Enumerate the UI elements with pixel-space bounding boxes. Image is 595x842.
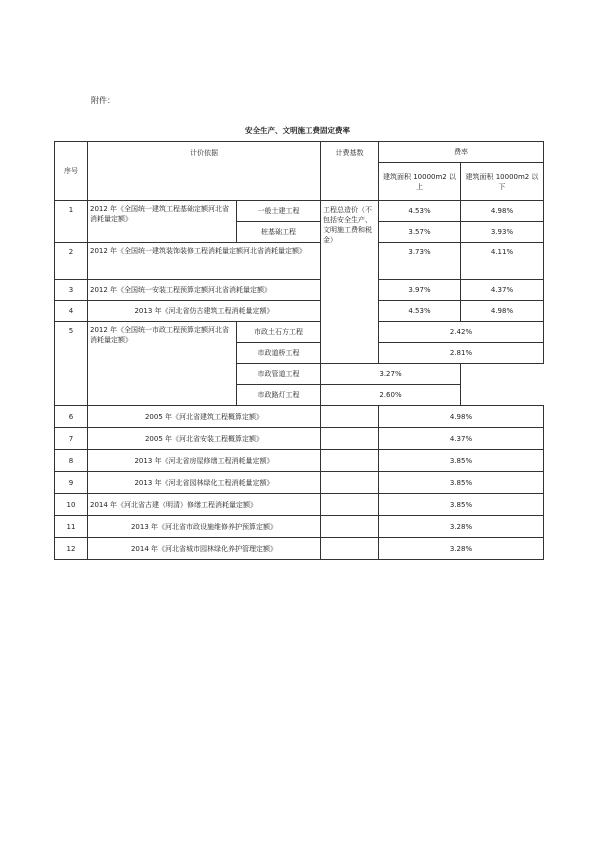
row-rate-below: 4.11% [461, 243, 544, 280]
row-seq: 10 [55, 494, 88, 516]
row-basis: 2005 年《河北省安装工程概算定额》 [88, 428, 321, 450]
table-row [55, 450, 544, 472]
row-rate: 3.28% [379, 538, 544, 560]
header-basis: 计价依据 [88, 142, 321, 201]
row-rate-above: 4.53% [379, 201, 461, 222]
row-rate: 3.85% [379, 494, 544, 516]
row-seq: 11 [55, 516, 88, 538]
table-title: 安全生产、文明施工费固定费率 [245, 126, 350, 135]
header-rate: 费率 [379, 142, 544, 163]
row-basis: 2013 年《河北省园林绿化工程消耗量定额》 [88, 472, 321, 494]
row-calc-base-empty [321, 494, 379, 516]
header-rate-below: 建筑面积 10000m2 以下 [461, 163, 544, 201]
row-subitem: 市政道桥工程 [237, 343, 321, 364]
row-subitem: 市政管道工程 [237, 364, 321, 385]
row-subitem: 市政路灯工程 [237, 385, 321, 406]
row-basis: 2005 年《河北省建筑工程概算定额》 [88, 406, 321, 428]
row-seq: 5 [55, 322, 88, 406]
table-row [55, 538, 544, 560]
table-row [55, 301, 544, 322]
row-rate: 3.85% [379, 472, 544, 494]
table-row [55, 243, 544, 280]
table-header-row [55, 142, 544, 163]
row-subitem: 桩基础工程 [237, 222, 321, 243]
table-row [55, 406, 544, 428]
row-calc-base-empty [321, 428, 379, 450]
row-rate-above: 3.73% [379, 243, 461, 280]
row-rate: 3.28% [379, 516, 544, 538]
row-basis: 2013 年《河北省仿古建筑工程消耗量定额》 [88, 301, 321, 322]
row-basis: 2012 年《全国统一安装工程预算定额河北省消耗量定额》 [88, 280, 321, 301]
row-seq: 12 [55, 538, 88, 560]
row-seq: 2 [55, 243, 88, 280]
table-row [55, 201, 544, 222]
row-basis: 2012 年《全国统一市政工程预算定额河北省消耗量定额》 [88, 322, 237, 406]
row-rate: 2.81% [379, 343, 544, 364]
row-subitem: 市政土石方工程 [237, 322, 321, 343]
row-basis: 2012 年《全国统一建筑工程基础定额河北省消耗量定额》 [88, 201, 237, 243]
header-seq: 序号 [55, 142, 88, 201]
calc-base-cell: 工程总造价（不包括安全生产、文明施工费和税金） [321, 201, 379, 364]
row-rate: 4.37% [379, 428, 544, 450]
row-calc-base-empty [321, 406, 379, 428]
row-basis: 2014 年《河北省城市园林绿化养护管理定额》 [88, 538, 321, 560]
table-row [55, 516, 544, 538]
row-seq: 1 [55, 201, 88, 243]
row-rate-above: 3.57% [379, 222, 461, 243]
row-rate-below: 4.98% [461, 301, 544, 322]
row-subitem: 一般土建工程 [237, 201, 321, 222]
row-seq: 9 [55, 472, 88, 494]
table-row [55, 280, 544, 301]
table-row [55, 494, 544, 516]
table-row [55, 322, 544, 343]
row-basis: 2013 年《河北省房屋修缮工程消耗量定额》 [88, 450, 321, 472]
row-basis: 2012 年《全国统一建筑装饰装修工程消耗量定额河北省消耗量定额》 [88, 243, 321, 280]
row-calc-base-empty [321, 516, 379, 538]
row-rate: 2.60% [321, 385, 461, 406]
row-rate-below: 3.93% [461, 222, 544, 243]
header-rate-above: 建筑面积 10000m2 以上 [379, 163, 461, 201]
row-rate: 3.27% [321, 364, 461, 385]
rate-table [54, 141, 544, 560]
row-rate-above: 4.53% [379, 301, 461, 322]
row-rate-below: 4.98% [461, 201, 544, 222]
row-calc-base-empty [321, 472, 379, 494]
row-seq: 3 [55, 280, 88, 301]
row-rate-above: 3.97% [379, 280, 461, 301]
row-calc-base-empty [321, 450, 379, 472]
table-row [55, 428, 544, 450]
header-calc-base: 计费基数 [321, 142, 379, 201]
row-seq: 7 [55, 428, 88, 450]
row-rate-below: 4.37% [461, 280, 544, 301]
row-seq: 8 [55, 450, 88, 472]
row-rate: 4.98% [379, 406, 544, 428]
row-seq: 6 [55, 406, 88, 428]
table-row [55, 472, 544, 494]
attachment-label: 附件： [91, 96, 115, 105]
row-basis: 2014 年《河北省古建（明清）修缮工程消耗量定额》 [88, 494, 321, 516]
row-basis: 2013 年《河北省市政设施维修养护预算定额》 [88, 516, 321, 538]
row-rate: 3.85% [379, 450, 544, 472]
row-rate: 2.42% [379, 322, 544, 343]
row-seq: 4 [55, 301, 88, 322]
row-calc-base-empty [321, 538, 379, 560]
